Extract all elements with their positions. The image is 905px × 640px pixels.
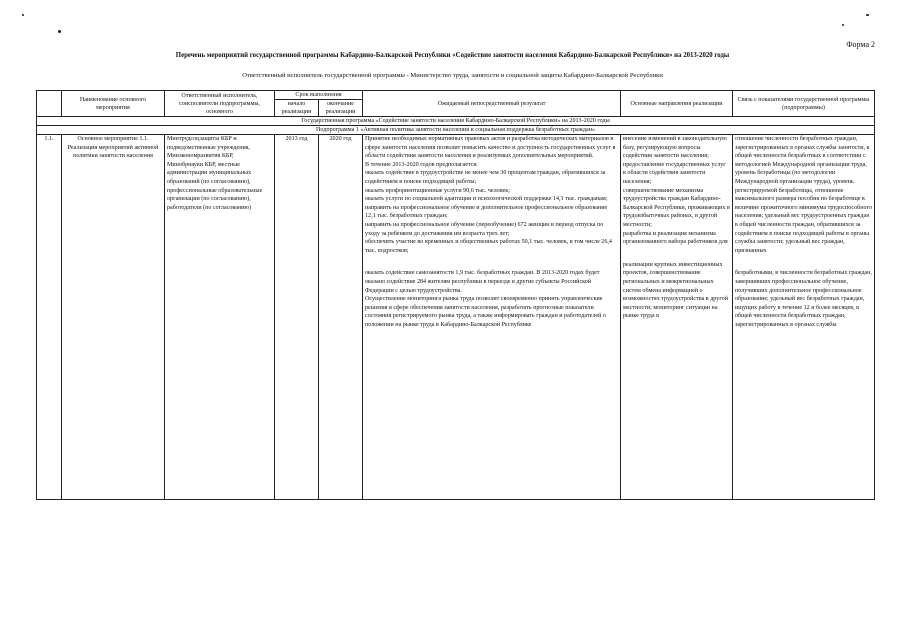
scan-speck [22,14,24,16]
header-executor: Ответственный исполнитель, соисполнители подпрограммы, основного [165,91,275,117]
directions-part2: реализации крупных инвестиционных проектов, совершенствование региональных и межрегиональных систем обмена информацией о возможностях трудоустройства в другой местности; мониторинг ситуации на рынке труда в [623,261,728,320]
indicators-link-part2: безработными, в численности безработных граждан, завершивших профессиональное обучение, получивших дополнительное профессиональное образование; удельный вес безработных граждан, ищущих работу в течение 12 и более месяцев, в общей численности безработных граждан, зарегистрированных в органах службы [735,270,872,328]
indicators-link [733,135,875,500]
header-name: Наименование основного мероприятия [62,91,165,117]
scan-speck [58,30,61,33]
header-term: Срок выполнения [275,91,363,100]
indicators-link-part1: отношение численности безработных граждан, зарегистрированных в органах службы занятости, к общей численности безработных в соответствии с методологией Международной организации труда, уровень безработицы (по методологии Международной организации труда), уровень регистрируемой безработицы, отношение максимального размера пособия по безработице к величине прожиточного минимума трудоспособного населения; удельный вес трудоустроенных граждан в общей численности граждан, обратившихся за содействием в поиске подходящей работы в органы службы занятости; удельный вес граждан, признанных [735,136,872,254]
program-row [37,117,875,126]
measure-name: Основное мероприятие 1.1. Реализация мероприятий активной политики занятости населения [62,135,165,500]
header-link: Связь с показателями государственной программы (подпрограммы) [733,91,875,117]
scan-speck [866,14,869,16]
header-row [37,91,875,100]
measures-table [36,90,875,500]
header-result: Ожидаемый непосредственный результат [363,91,621,117]
row-number: 1.1. [37,135,62,500]
expected-result-part1: Принятие необходимых нормативных правовых актов и разработка методических материалов в сфере занятости населения позволит повысить качество и доступность государственных услуг в области содействия занятости населения и реализуемых дополнительных мероприятий. В течение 2013-2020 годов предполагается: оказать содействие в трудоустройстве не менее чем 30 процентам граждан, обратившихся за содействием в поиске подходящей работы; оказать профориентационные услуги 90,6 тыс. человек; оказать услуги по социальной адаптации и психологической поддержке 14,1 тыс. гражданам; направить на профессиональное обучение и дополнительное профессиональное образование 12,1 тыс. безработных граждан; направить на профессиональное обучение (переобучение) 672 женщин в период отпуска по уходу за ребенком до достижения им возраста трех лет; обеспечить участие во временных и общественных работах 50,1 тыс. человек, в том числе 26,4 тыс. подростков; [365,136,616,254]
directions [621,135,733,500]
table-row [37,135,875,500]
program-title: Государственная программа «Содействие занятости населения Кабардино-Балкарской Республики» на 2013-2020 годы [37,117,875,126]
scan-speck [842,24,844,26]
header-term-start: начало реализации [275,100,319,117]
expected-result-part2: оказать содействие самозанятости 1,9 тыс. безработных граждан. В 2013-2020 годах будет оказано содействие 284 жителям республики в переезде в другие субъекты Российской Федерации с целью трудоустройства. Осуществление мониторинга рынка труда позволит своевременно принять управленческие решения в сфере обеспечения занятости населения, разработать прогнозные показатели состояния регистрируемого рынка труда, а также информировать граждан и работодателей о положении на рынке труда в Кабардино-Балкарской Республике [365,270,606,328]
document-subtitle: Ответственный исполнитель государственной программы - Министерство труда, занятости и социальной защиты Кабардино-Балкарской Республики [242,72,663,79]
header-num [37,91,62,117]
header-directions: Основные направления реализации [621,91,733,117]
executors: Минтрудсоцзащиты КБР и подведомственные учреждения, Минэкономразвития КБР, Минобрнауки КБР, местные администрации муниципальных образований (по согласованию), профессиональные образовательные организации (по согласованию), работодатели (по согласованию) [165,135,275,500]
form-label: Форма 2 [846,40,875,49]
directions-part1: внесение изменений в законодательную базу, регулирующую вопросы содействия занятости населения; предоставление государственных услуг в области содействия занятости населения; совершенствование механизма трудоустройства граждан Кабардино-Балкарской Республики, проживающих в трудоизбыточных районах, в другой местности; разработка и реализация механизма организованного набора работников для [623,136,730,246]
term-start: 2013 год [275,135,319,500]
subprogram-row [37,126,875,135]
term-end: 2020 год [319,135,363,500]
expected-result [363,135,621,500]
subprogram-title: Подпрограмма 1 «Активная политика занятости населения и социальная поддержка безработных граждан» [37,126,875,135]
document-title: Перечень мероприятий государственной программы Кабардино-Балкарской Республики «Содействие занятости населения Кабардино-Балкарской Республики» на 2013-2020 годы [175,52,730,59]
header-term-end: окончание реализации [319,100,363,117]
